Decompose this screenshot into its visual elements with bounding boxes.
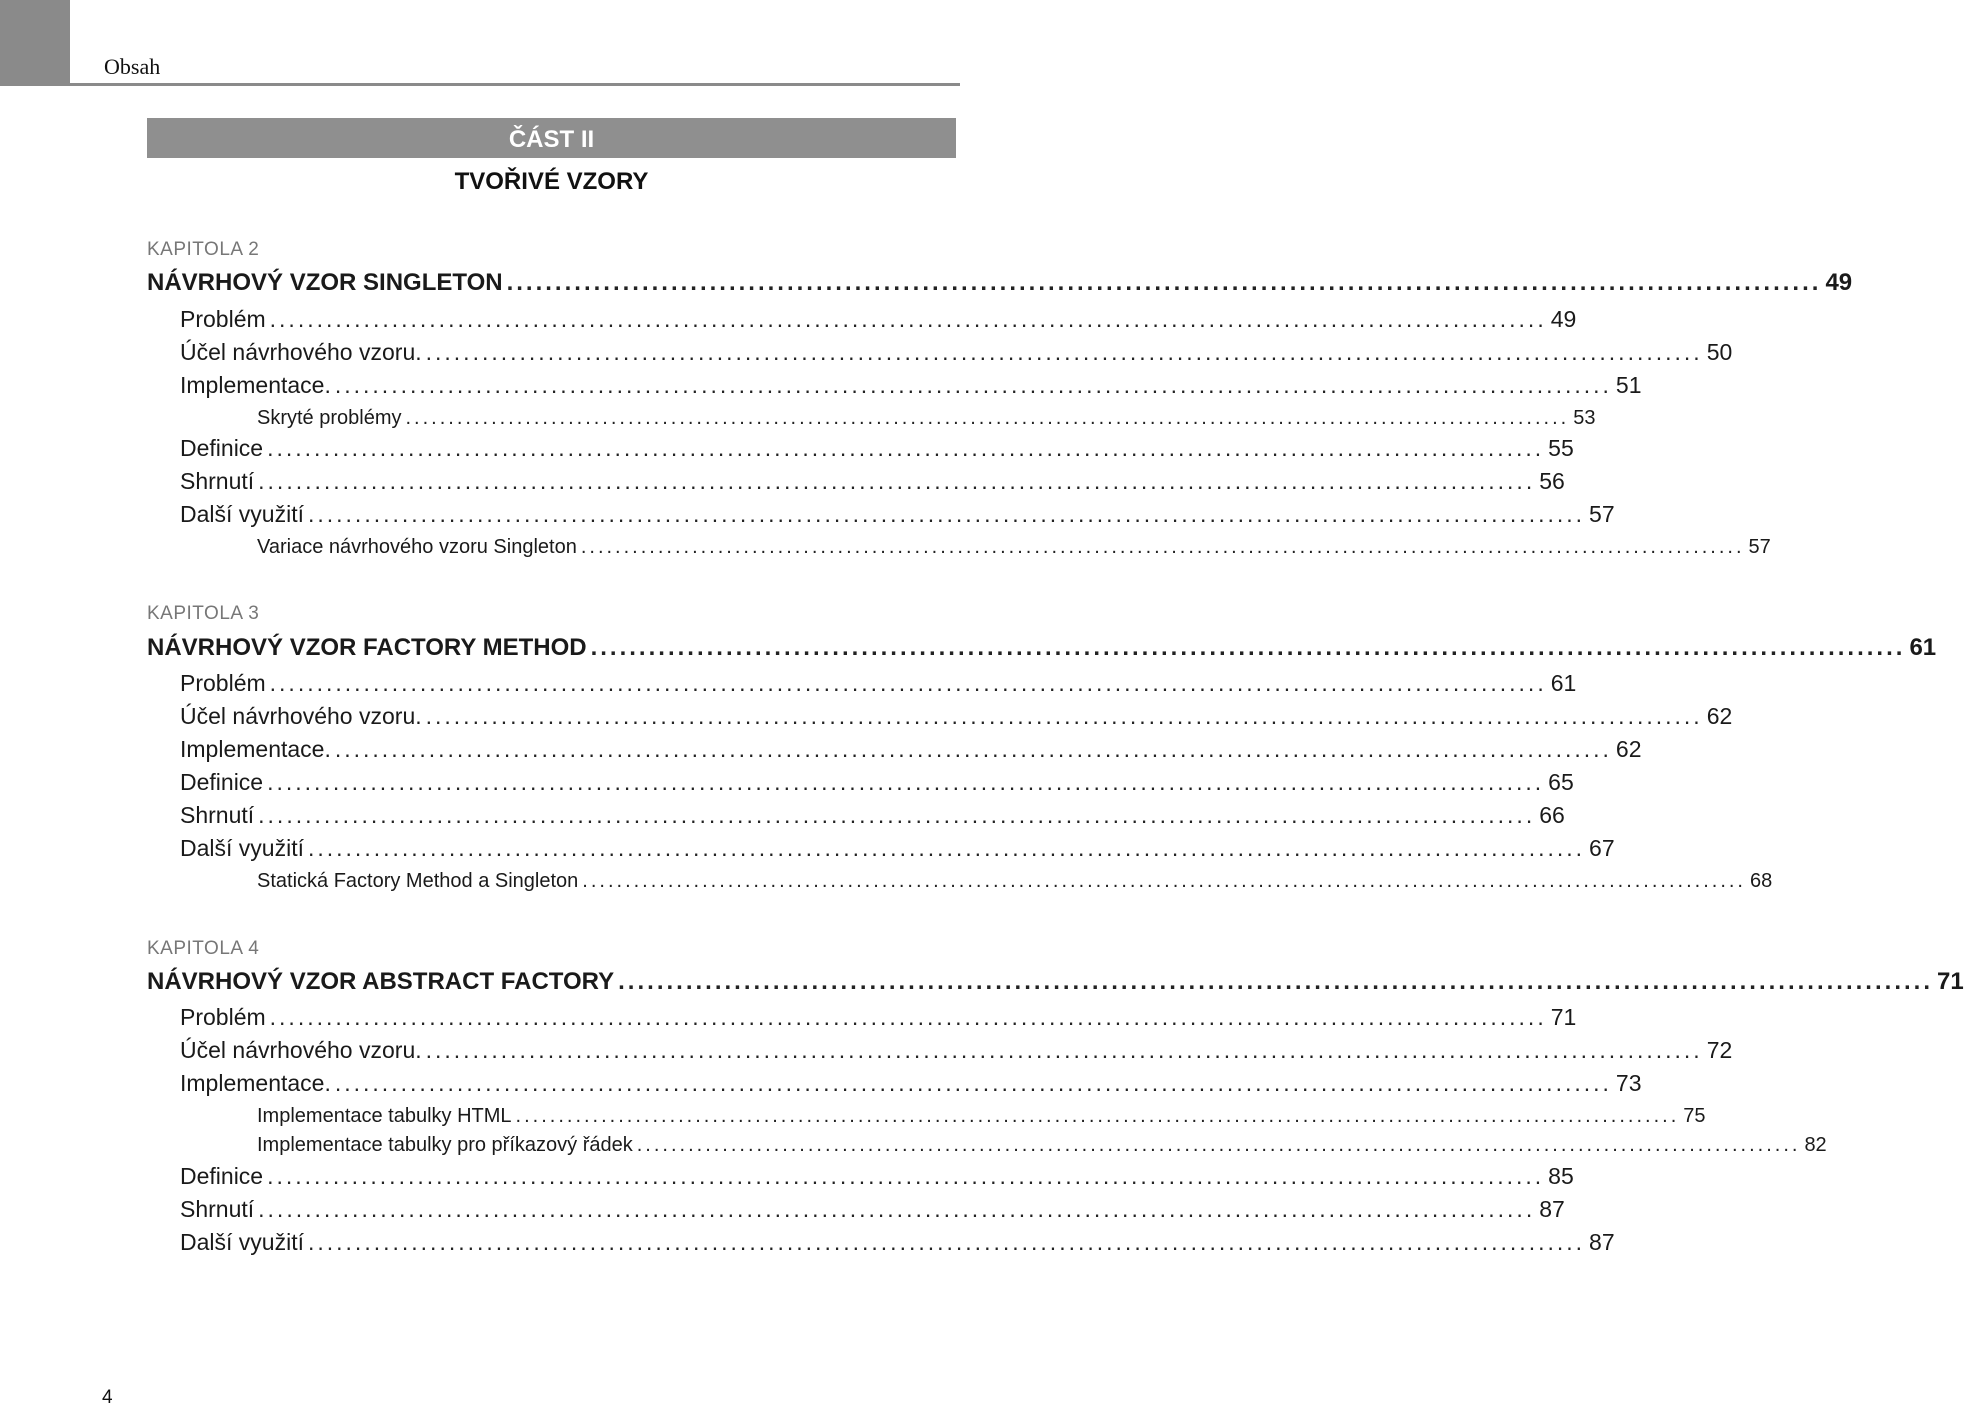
toc-entry-page: 73 [1615, 1070, 1642, 1096]
toc-leader-dots: ........................................................................................................................................ [269, 1004, 1547, 1030]
toc-entry-page: 85 [1548, 1163, 1574, 1189]
toc-leader-dots: ........................................................................................................................................ [618, 968, 1933, 995]
toc-entry-title: Variace návrhového vzoru Singleton [257, 536, 577, 558]
toc-subsection-entry[interactable] [257, 870, 1773, 893]
toc-entry-title: Implementace. [180, 1070, 331, 1096]
toc-subsection-entry[interactable] [257, 536, 1771, 559]
toc-entry-title: Shrnutí [180, 468, 255, 494]
toc-leader-dots: ........................................................................................................................................ [506, 269, 1822, 296]
toc-entry-title: Definice [180, 435, 264, 461]
toc-section-entry[interactable] [180, 736, 1642, 763]
toc-section-entry[interactable] [180, 468, 1565, 495]
toc-section-entry[interactable] [180, 501, 1615, 528]
toc-leader-dots: ........................................................................................................................................ [590, 634, 1906, 661]
toc-section-entry[interactable] [180, 1037, 1733, 1064]
toc-subsection-entry[interactable] [257, 407, 1596, 430]
toc-entry-page: 51 [1615, 372, 1642, 398]
toc-entry-page: 71 [1550, 1004, 1577, 1030]
toc-leader-dots: ........................................................................................................................................ [258, 468, 1536, 494]
toc-section-entry[interactable] [180, 835, 1615, 862]
toc-entry-page: 55 [1548, 435, 1574, 461]
toc-entry-page: 87 [1589, 1229, 1615, 1255]
toc-section-entry[interactable] [180, 703, 1733, 730]
toc-entry-page: 62 [1615, 736, 1642, 762]
toc-subsection-entry[interactable] [257, 1134, 1827, 1157]
toc-leader-dots: ........................................................................................................................................ [425, 1037, 1703, 1063]
page-number: 4 [102, 1387, 113, 1408]
toc-leader-dots: ........................................................................................................................................ [405, 407, 1570, 429]
toc-entry-title: Shrnutí [180, 802, 255, 828]
toc-entry-title: Implementace tabulky HTML [257, 1105, 512, 1127]
toc-leader-dots: ........................................................................................................................................ [425, 703, 1703, 729]
toc-entry-page: 82 [1804, 1134, 1827, 1156]
toc-leader-dots: ........................................................................................................................................ [267, 1163, 1545, 1189]
toc-leader-dots: ........................................................................................................................................ [269, 306, 1547, 332]
toc-section-entry[interactable] [180, 670, 1577, 697]
chapter-label: KAPITOLA 3 [147, 603, 260, 624]
toc-section-entry[interactable] [180, 1196, 1565, 1223]
toc-entry-title: Problém [180, 1004, 266, 1030]
toc-entry-page: 53 [1573, 407, 1596, 429]
toc-leader-dots: ........................................................................................................................................ [334, 372, 1612, 398]
toc-entry-title: Další využití [180, 835, 304, 861]
toc-chapter-entry[interactable] [147, 634, 1937, 662]
toc-section-entry[interactable] [180, 1163, 1574, 1190]
toc-entry-title: Účel návrhového vzoru. [180, 1037, 422, 1063]
toc-leader-dots: ........................................................................................................................................ [307, 501, 1586, 527]
toc-leader-dots: ........................................................................................................................................ [267, 769, 1545, 795]
toc-section-entry[interactable] [180, 1004, 1577, 1031]
toc-entry-title: Shrnutí [180, 1196, 255, 1222]
running-header-title: Obsah [104, 54, 161, 79]
toc-entry-page: 62 [1706, 703, 1733, 729]
toc-leader-dots: ........................................................................................................................................ [515, 1105, 1680, 1127]
toc-leader-dots: ........................................................................................................................................ [258, 802, 1536, 828]
toc-entry-title: Další využití [180, 1229, 304, 1255]
toc-section-entry[interactable] [180, 372, 1642, 399]
toc-section-entry[interactable] [180, 1229, 1615, 1256]
toc-entry-page: 49 [1550, 306, 1577, 332]
toc-entry-title: NÁVRHOVÝ VZOR ABSTRACT FACTORY [147, 968, 615, 995]
toc-entry-page: 61 [1550, 670, 1577, 696]
toc-entry-page: 67 [1589, 835, 1615, 861]
chapter-label: KAPITOLA 4 [147, 938, 260, 959]
toc-entry-page: 68 [1749, 870, 1773, 892]
toc-chapter-entry[interactable] [147, 968, 1964, 996]
toc-leader-dots: ........................................................................................................................................ [636, 1134, 1801, 1156]
toc-leader-dots: ........................................................................................................................................ [334, 736, 1612, 762]
toc-entry-page: 75 [1683, 1105, 1706, 1127]
toc-entry-title: Problém [180, 306, 266, 332]
toc-section-entry[interactable] [180, 1070, 1642, 1097]
toc-entry-title: Definice [180, 1163, 264, 1189]
toc-entry-title: Účel návrhového vzoru. [180, 703, 422, 729]
toc-entry-page: 50 [1706, 339, 1733, 365]
toc-leader-dots: ........................................................................................................................................ [258, 1196, 1536, 1222]
toc-leader-dots: ........................................................................................................................................ [582, 870, 1746, 892]
toc-leader-dots: ........................................................................................................................................ [269, 670, 1547, 696]
chapter-label: KAPITOLA 2 [147, 239, 260, 260]
toc-leader-dots: ........................................................................................................................................ [334, 1070, 1612, 1096]
toc-entry-title: Implementace. [180, 736, 331, 762]
toc-section-entry[interactable] [180, 769, 1574, 796]
toc-entry-page: 57 [1589, 501, 1615, 527]
toc-entry-page: 65 [1548, 769, 1574, 795]
toc-entry-title: NÁVRHOVÝ VZOR SINGLETON [147, 269, 503, 296]
toc-leader-dots: ........................................................................................................................................ [307, 1229, 1586, 1255]
toc-entry-title: NÁVRHOVÝ VZOR FACTORY METHOD [147, 634, 587, 661]
toc-section-entry[interactable] [180, 802, 1565, 829]
toc-leader-dots: ........................................................................................................................................ [307, 835, 1586, 861]
toc-entry-title: Problém [180, 670, 266, 696]
toc-chapter-entry[interactable] [147, 269, 1853, 297]
toc-entry-title: Implementace tabulky pro příkazový řádek [257, 1134, 633, 1156]
toc-entry-page: 56 [1539, 468, 1565, 494]
toc-entry-title: Statická Factory Method a Singleton [257, 870, 579, 892]
header-corner-block [0, 0, 70, 86]
toc-entry-page: 71 [1936, 968, 1964, 995]
toc-entry-title: Skryté problémy [257, 407, 402, 429]
toc-leader-dots: ........................................................................................................................................ [267, 435, 1545, 461]
toc-entry-page: 49 [1825, 269, 1853, 296]
toc-section-entry[interactable] [180, 339, 1733, 366]
toc-section-entry[interactable] [180, 435, 1574, 462]
toc-entry-title: Implementace. [180, 372, 331, 398]
toc-entry-title: Další využití [180, 501, 304, 527]
part-label: ČÁST II [508, 126, 595, 153]
toc-subsection-entry[interactable] [257, 1105, 1706, 1128]
toc-entry-page: 87 [1539, 1196, 1565, 1222]
toc-section-entry[interactable] [180, 306, 1577, 333]
toc-entry-title: Účel návrhového vzoru. [180, 339, 422, 365]
toc-entry-title: Definice [180, 769, 264, 795]
part-title: TVOŘIVÉ VZORY [454, 168, 649, 195]
toc-leader-dots: ........................................................................................................................................ [425, 339, 1703, 365]
toc-entry-page: 72 [1706, 1037, 1733, 1063]
toc-leader-dots: ........................................................................................................................................ [580, 536, 1745, 558]
toc-entry-page: 66 [1539, 802, 1565, 828]
toc-entry-page: 61 [1909, 634, 1937, 661]
toc-entry-page: 57 [1748, 536, 1771, 558]
